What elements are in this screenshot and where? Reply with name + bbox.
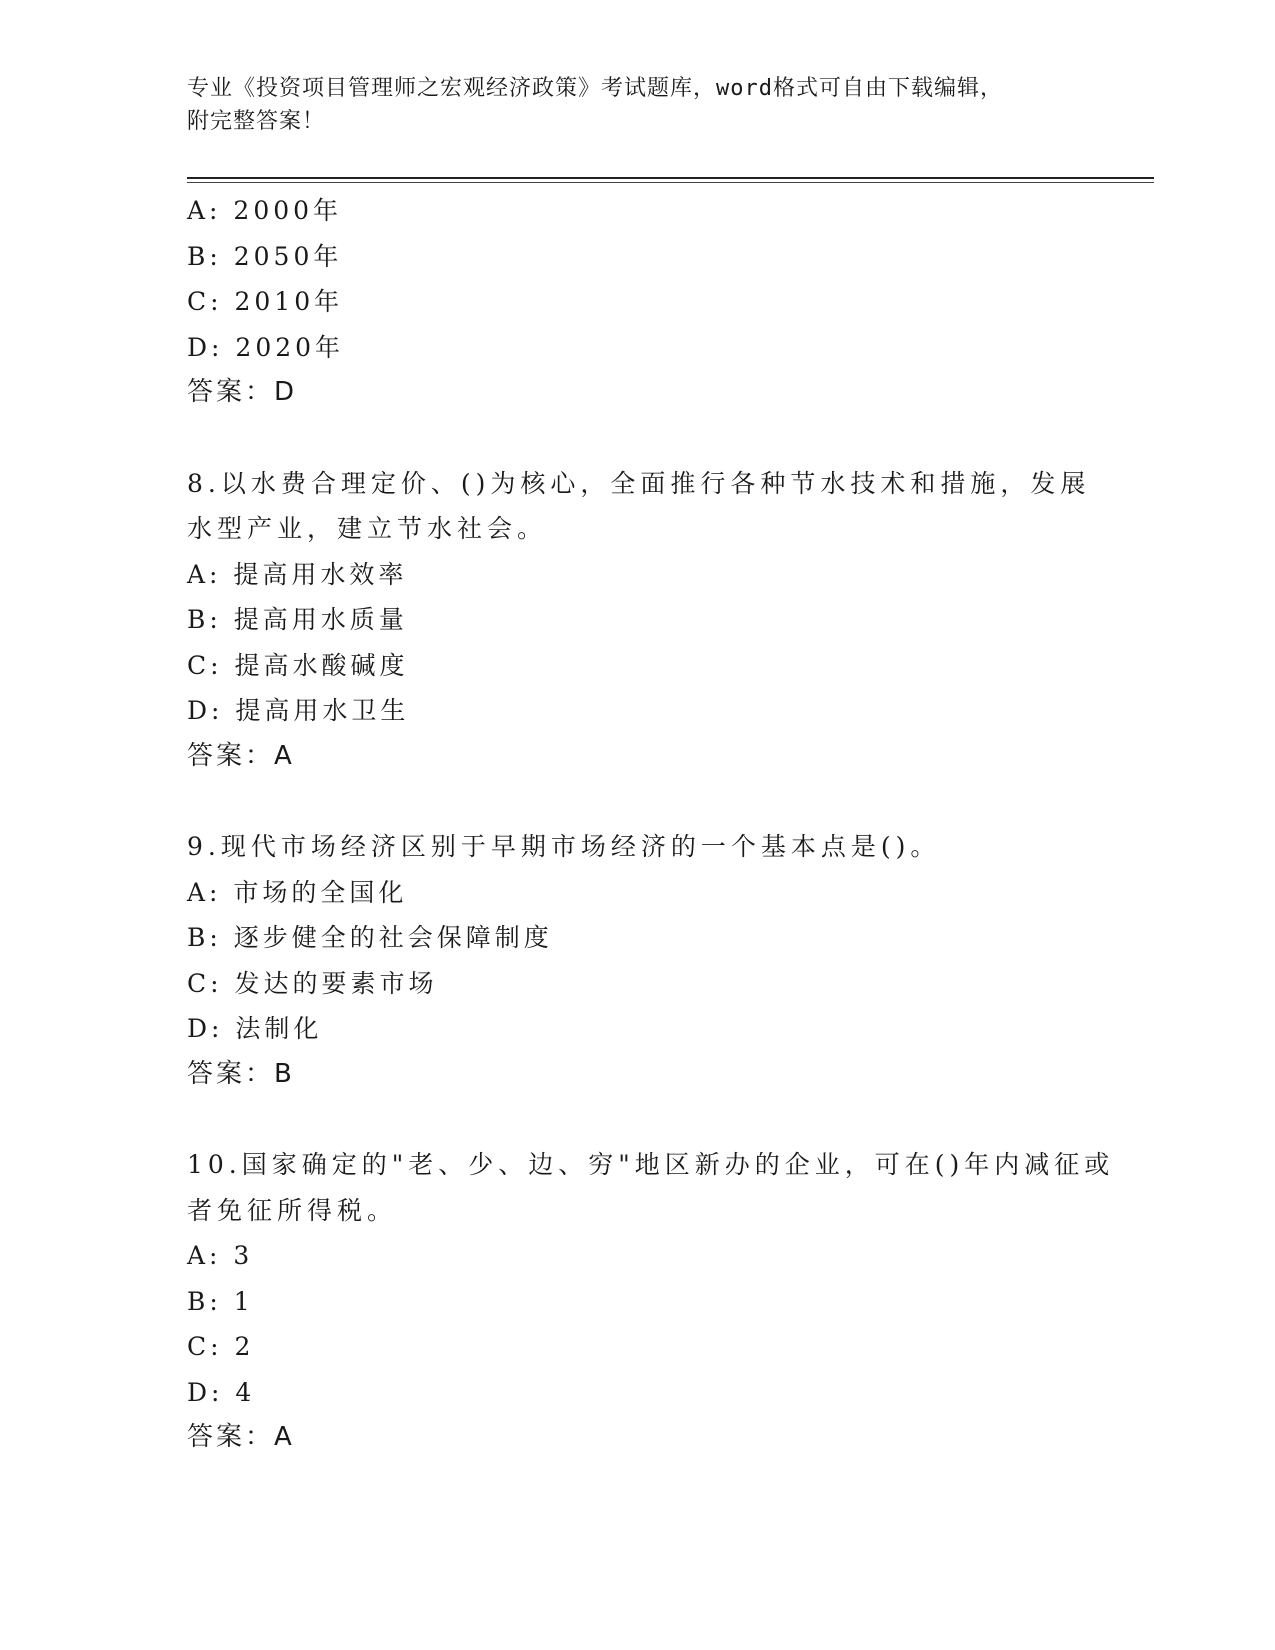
question-spacer (187, 416, 1087, 461)
answer-line: 答案：B (187, 1058, 295, 1089)
question-stem-line: 者免征所得税。 (187, 1195, 398, 1225)
question-9 (187, 824, 1087, 1097)
option-d: D: 法制化 (187, 1014, 323, 1043)
option-b: B: 逐步健全的社会保障制度 (187, 923, 553, 952)
option-b: B: 2050年 (187, 241, 343, 271)
header-divider-thick (187, 177, 1154, 179)
header-line-1: 专业《投资项目管理师之宏观经济政策》考试题库，word格式可自由下载编辑， (187, 76, 1003, 101)
answer-line: 答案：D (187, 377, 298, 407)
header-line-2: 附完整答案！ (187, 109, 326, 134)
question-stem-line: 9.现代市场经济区别于早期市场经济的一个基本点是()。 (187, 832, 941, 861)
option-a: A: 2000年 (187, 196, 343, 225)
answer-line: 答案：A (187, 740, 295, 771)
option-d: D: 2020年 (187, 332, 345, 362)
option-a: A: 3 (187, 1241, 254, 1270)
option-c: C: 提高水酸碱度 (187, 650, 409, 680)
question-8 (187, 461, 1091, 780)
option-b: B: 1 (187, 1286, 254, 1316)
option-b: B: 提高用水质量 (187, 605, 408, 634)
option-a: A: 提高用水效率 (187, 559, 408, 589)
question-spacer (187, 1097, 1087, 1142)
option-a: A: 市场的全国化 (187, 877, 408, 907)
option-c: C: 2010年 (187, 287, 344, 316)
option-c: C: 2 (187, 1332, 255, 1361)
question-spacer (187, 779, 1087, 824)
option-d: D: 提高用水卫生 (187, 696, 410, 725)
answer-line: 答案：A (187, 1422, 295, 1452)
question-7 (187, 188, 1087, 416)
option-d: D: 4 (187, 1377, 256, 1407)
question-stem-line: 10.国家确定的"老、少、边、穷"地区新办的企业，可在()年内减征或 (187, 1150, 1115, 1179)
question-stem-line: 水型产业，建立节水社会。 (187, 514, 548, 543)
question-10 (187, 1142, 1115, 1461)
header-divider-thin (187, 182, 1154, 183)
question-list (187, 188, 1115, 1461)
option-c: C: 发达的要素市场 (187, 968, 438, 998)
question-stem-line: 8.以水费合理定价、()为核心，全面推行各种节水技术和措施，发展 (187, 468, 1091, 498)
document-header (187, 72, 1087, 138)
